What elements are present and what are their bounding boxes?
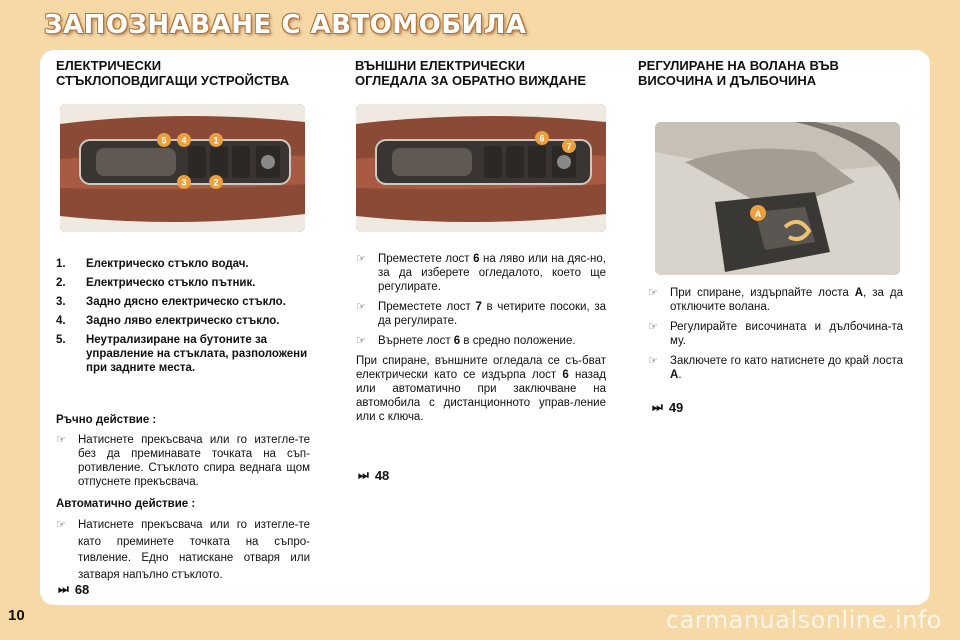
list-item: 1. Електрическо стъкло водач.	[56, 258, 249, 270]
badge-label-7: 7	[566, 141, 572, 152]
fast-forward-arrow-icon: ⏭	[652, 400, 663, 414]
badge-label-6: 6	[539, 133, 545, 144]
column-power-windows	[56, 58, 318, 94]
mirror-instructions	[356, 252, 606, 424]
manual-operation-title: Ръчно действие :	[56, 414, 157, 426]
mirror-bullet-3: ☞ Върнете лост 6 в средно положение.	[356, 335, 576, 347]
steering-instructions	[648, 286, 903, 388]
fast-forward-arrow-icon: ⏭	[58, 582, 69, 596]
list-item: 4. Задно ляво електрическо стъкло.	[56, 315, 280, 327]
badge-label-5: 5	[161, 135, 167, 146]
page-ref-48[interactable]: ⏭ 48	[358, 468, 390, 483]
heading-mirrors: ВЪНШНИ ЕЛЕКТРИЧЕСКИ ОГЛЕДАЛА ЗА ОБРАТНО ВИЖДАНЕ	[355, 58, 586, 88]
watermark: carmanualsonline.info	[665, 606, 942, 634]
mirror-bullet-1: ☞ Преместете лост 6 на ляво или на дяс-но, за да изберете огледалото, което ще регулирате.	[356, 253, 606, 293]
badge-label-3: 3	[181, 177, 187, 188]
heading-steering: РЕГУЛИРАНЕ НА ВОЛАНА ВЪВ ВИСОЧИНА И ДЪЛБОЧИНА	[638, 58, 839, 88]
pointing-hand-icon: ☞	[648, 287, 658, 299]
page-number: 10	[8, 607, 25, 624]
page-title: ЗАПОЗНАВАНЕ С АВТОМОБИЛА	[44, 10, 527, 40]
mirror-control-photo	[356, 104, 606, 232]
window-switch-photo	[60, 104, 305, 232]
steering-adjust-photo	[655, 122, 900, 275]
badge-label-2: 2	[213, 177, 219, 188]
auto-operation-title: Автоматично действие :	[56, 498, 196, 510]
pointing-hand-icon: ☞	[56, 519, 66, 531]
fast-forward-arrow-icon: ⏭	[358, 468, 369, 482]
mirror-bullet-2: ☞ Преместете лост 7 в четирите посоки, за да регулирате.	[356, 301, 606, 327]
badge-label-A: A	[754, 209, 762, 219]
list-item: 2. Електрическо стъкло пътник.	[56, 277, 256, 289]
steering-bullet-1: ☞ При спиране, издърпайте лоста A, за да отключите волана.	[648, 287, 903, 313]
page-ref-68[interactable]: ⏭ 68	[58, 582, 90, 597]
window-operation-text	[56, 413, 310, 589]
page-ref-49[interactable]: ⏭ 49	[652, 400, 684, 415]
pointing-hand-icon: ☞	[648, 321, 658, 333]
pointing-hand-icon: ☞	[356, 301, 366, 313]
column-steering	[638, 58, 908, 94]
pointing-hand-icon: ☞	[356, 253, 366, 265]
list-item: 3. Задно дясно електрическо стъкло.	[56, 296, 286, 308]
list-item: 5. Неутрализиране на бутоните за управление на стъклата, разположени при задните места.	[56, 334, 308, 374]
heading-power-windows: ЕЛЕКТРИЧЕСКИ СТЪКЛОПОВДИГАЩИ УСТРОЙСТВА	[56, 58, 290, 88]
manual-operation-bullet: ☞ Натиснете прекъсвача или го изтегле-те без да преминавате точката на съп-ротивление. Стъклото спира веднага щом отпуснете прекъсвача.	[56, 434, 310, 488]
mirror-folding-paragraph: При спиране, външните огледала се съ-бват електрически като се издърпа лост 6 назад или автоматично при заключване на автомобила с дистанционното управ-ление или с ключа.	[356, 355, 606, 423]
badge-label-1: 1	[213, 135, 219, 146]
pointing-hand-icon: ☞	[356, 335, 366, 347]
auto-operation-bullet: ☞ Натиснете прекъсвача или го изтегле-те като преминете точката на съпро-тивление. Едно натискане отваря или затваря напълно стъклото.	[56, 517, 310, 583]
pointing-hand-icon: ☞	[648, 355, 658, 367]
badge-label-4: 4	[181, 135, 187, 146]
switch-list	[56, 257, 318, 380]
steering-bullet-3: ☞ Заключете го като натиснете до край лоста A.	[648, 355, 903, 381]
column-mirrors	[355, 58, 610, 94]
pointing-hand-icon: ☞	[56, 434, 66, 446]
steering-bullet-2: ☞ Регулирайте височината и дълбочина-та му.	[648, 321, 903, 347]
